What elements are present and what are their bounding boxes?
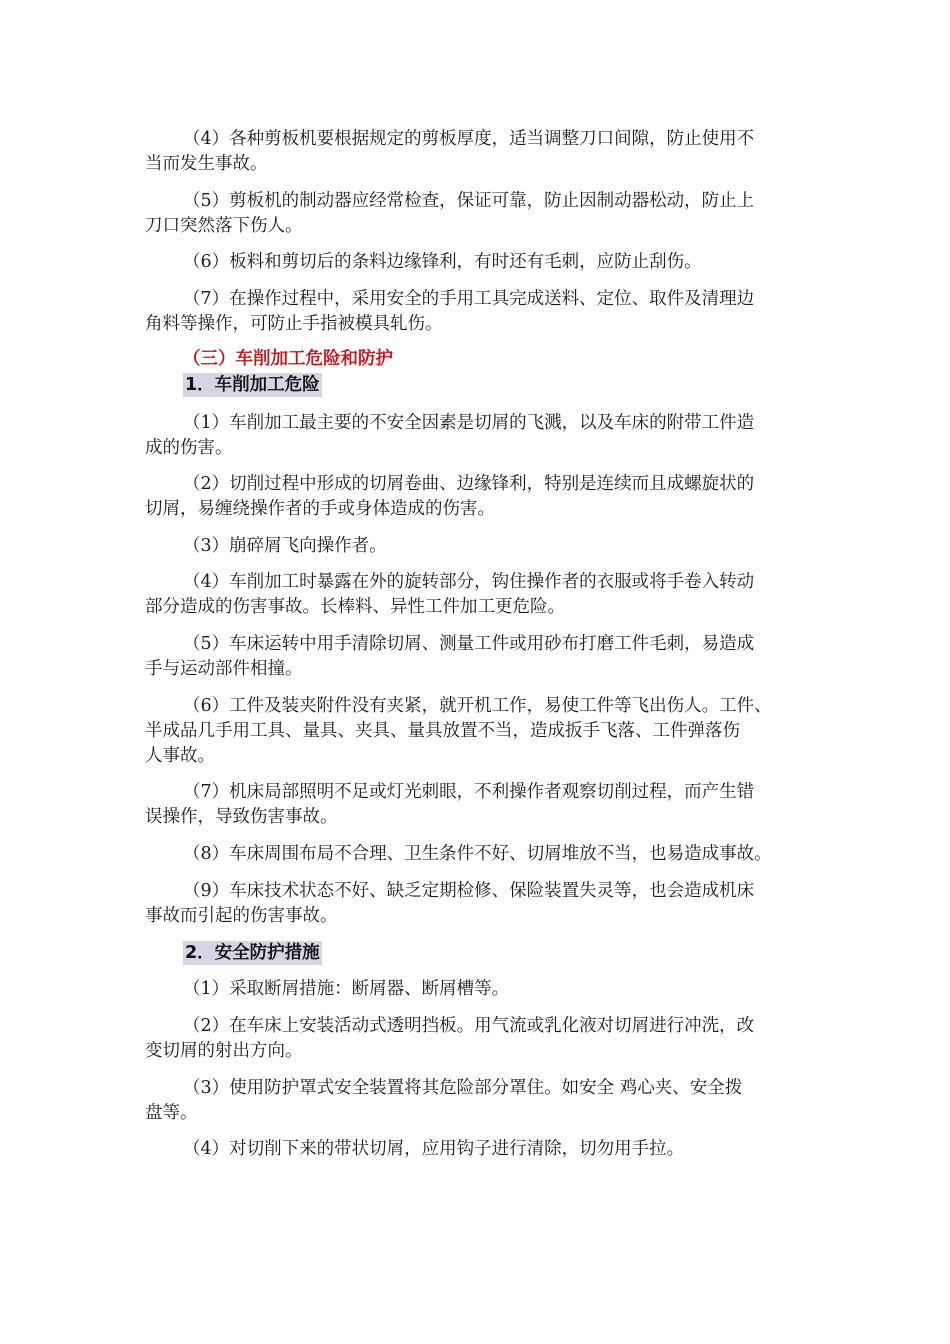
heading-turning-danger: 1．车削加工危险 bbox=[185, 375, 320, 395]
paragraph-danger-7: （7）机床局部照明不足或灯光刺眼，不利操作者观察切削过程，而产生错 误操作，导致伤害事故。 bbox=[145, 782, 755, 827]
paragraph-danger-3: （3）崩碎屑飞向操作者。 bbox=[183, 536, 387, 556]
section-title: （三）车削加工危险和防护 bbox=[183, 349, 393, 369]
paragraph-danger-6: （6）工件及装夹附件没有夹紧，就开机工作，易使工件等飞出伤人。工件、 半成品几手用工具、量具、夹具、量具放置不当，造成扳手飞落、工件弹落伤 人事故。 bbox=[145, 696, 772, 766]
paragraph-danger-1: （1）车削加工最主要的不安全因素是切屑的飞溅，以及车床的附带工件造 成的伤害。 bbox=[145, 413, 755, 458]
paragraph-shear-4: （4）各种剪板机要根据规定的剪板厚度，适当调整刀口间隙，防止使用不 当而发生事故。 bbox=[145, 129, 755, 174]
heading-safety-measures: 2．安全防护措施 bbox=[185, 943, 320, 963]
paragraph-measure-4: （4）对切削下来的带状切屑，应用钩子进行清除，切勿用手拉。 bbox=[183, 1139, 685, 1159]
paragraph-danger-8: （8）车床周围布局不合理、卫生条件不好、切屑堆放不当，也易造成事故。 bbox=[183, 844, 772, 864]
paragraph-measure-1: （1）采取断屑措施：断屑器、断屑槽等。 bbox=[183, 979, 510, 999]
paragraph-shear-5: （5）剪板机的制动器应经常检查，保证可靠，防止因制动器松动，防止上 刀口突然落下伤人。 bbox=[145, 191, 755, 236]
paragraph-danger-9: （9）车床技术状态不好、缺乏定期检修、保险装置失灵等，也会造成机床 事故而引起的伤害事故。 bbox=[145, 881, 755, 926]
paragraph-danger-5: （5）车床运转中用手清除切屑、测量工件或用砂布打磨工件毛刺，易造成 手与运动部件相撞。 bbox=[145, 634, 755, 679]
paragraph-danger-2: （2）切削过程中形成的切屑卷曲、边缘锋利，特别是连续而且成螺旋状的 切屑，易缠绕操作者的手或身体造成的伤害。 bbox=[145, 474, 755, 519]
paragraph-measure-2: （2）在车床上安装活动式透明挡板。用气流或乳化液对切屑进行冲洗，改 变切屑的射出方向。 bbox=[145, 1016, 755, 1061]
paragraph-shear-6: （6）板料和剪切后的条料边缘锋利，有时还有毛刺，应防止刮伤。 bbox=[183, 252, 702, 272]
paragraph-measure-3: （3）使用防护罩式安全装置将其危险部分罩住。如安全 鸡心夹、安全拨 盘等。 bbox=[145, 1078, 743, 1123]
paragraph-danger-4: （4）车削加工时暴露在外的旋转部分，钩住操作者的衣服或将手卷入转动 部分造成的伤害事故。长棒料、异性工件加工更危险。 bbox=[145, 572, 755, 617]
paragraph-shear-7: （7）在操作过程中，采用安全的手用工具完成送料、定位、取件及清理边 角料等操作，可防止手指被模具轧伤。 bbox=[145, 289, 755, 334]
